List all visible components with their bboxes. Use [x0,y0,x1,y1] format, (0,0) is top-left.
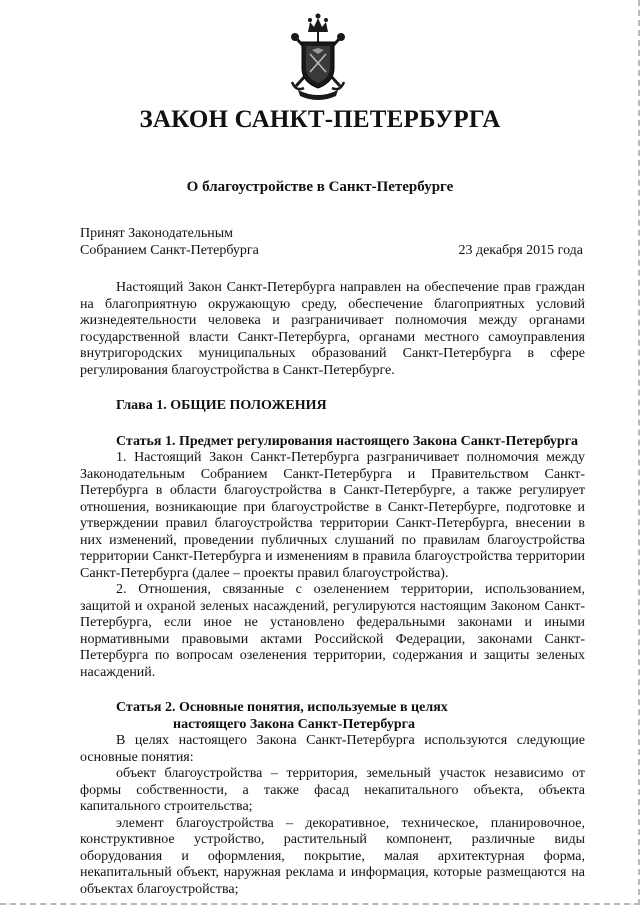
adopted-line-1: Принят Законодательным [80,226,233,241]
adoption-date: 23 декабря 2015 года [458,243,583,258]
article-1-heading: Статья 1. Предмет регулирования настоящего Закона Санкт-Петербурга [116,433,579,449]
article-2-heading-line-2: настоящего Закона Санкт-Петербурга [173,716,416,732]
subject-title: О благоустройстве в Санкт-Петербурге [186,179,454,195]
definition-object: объект благоустройства – территория, земельный участок независимо от формы собственности, а также фасад некапитального объекта, объекта капитального строительства; [80,766,585,814]
document-body [80,280,585,898]
article-2-heading-line-1: Статья 2. Основные понятия, используемые в целях [116,700,448,715]
spb-coat-of-arms-icon [290,10,346,100]
article-2-intro: В целях настоящего Закона Санкт-Петербурга используются следующие основные понятия: [80,733,585,765]
adopted-by [80,225,259,259]
law-title: ЗАКОН САНКТ-ПЕТЕРБУРГА [139,106,501,133]
adopted-line-2: Собранием Санкт-Петербурга [80,243,259,258]
intro-paragraph: Настоящий Закон Санкт-Петербурга направлен на обеспечение прав граждан на благоприятную окружающую среду, обеспечение благоприятных условий жизнедеятельности человека и разграничивает полномочия между органами государственной власти Санкт-Петербурга, органами местного самоуправления внутригородских муниципальных образований Санкт-Петербурга в сфере регулирования благоустройства в Санкт-Петербурге. [80,280,585,378]
article-1-paragraph-2: 2. Отношения, связанные с озеленением территории, использованием, защитой и охраной зеленых насаждений, регулируются настоящим Законом Санкт-Петербурга, если иное не установлено федеральными законами и иными нормативными правовыми актами Российской Федерации, законами Санкт-Петербурга по вопросам озеленения территории, содержания и защиты зеленых насаждений. [80,582,585,680]
article-1-paragraph-1: 1. Настоящий Закон Санкт-Петербурга разграничивает полномочия между Законодательным Собранием Санкт-Петербурга и Правительством Санкт-Петербурга в области благоустройства в Санкт-Петербурге, а также регулирует отношения, возникающие при благоустройстве в Санкт-Петербурге, подготовке и утверждении правил благоустройства территории Санкт-Петербурга, внесении в них изменений, проведении публичных слушаний по правилам благоустройства территории Санкт-Петербурга и изменениям в правила благоустройства территории Санкт-Петербурга (далее – проекты правил благоустройства). [80,450,585,581]
chapter-heading: Глава 1. ОБЩИЕ ПОЛОЖЕНИЯ [116,398,327,413]
definition-element: элемент благоустройства – декоративное, техническое, планировочное, конструктивное устройство, растительный компонент, различные виды оборудования и оформления, покрытие, малая архитектурная форма, некапитальный объект, наружная реклама и информация, которые размещаются на объектах благоустройства; [80,815,585,897]
